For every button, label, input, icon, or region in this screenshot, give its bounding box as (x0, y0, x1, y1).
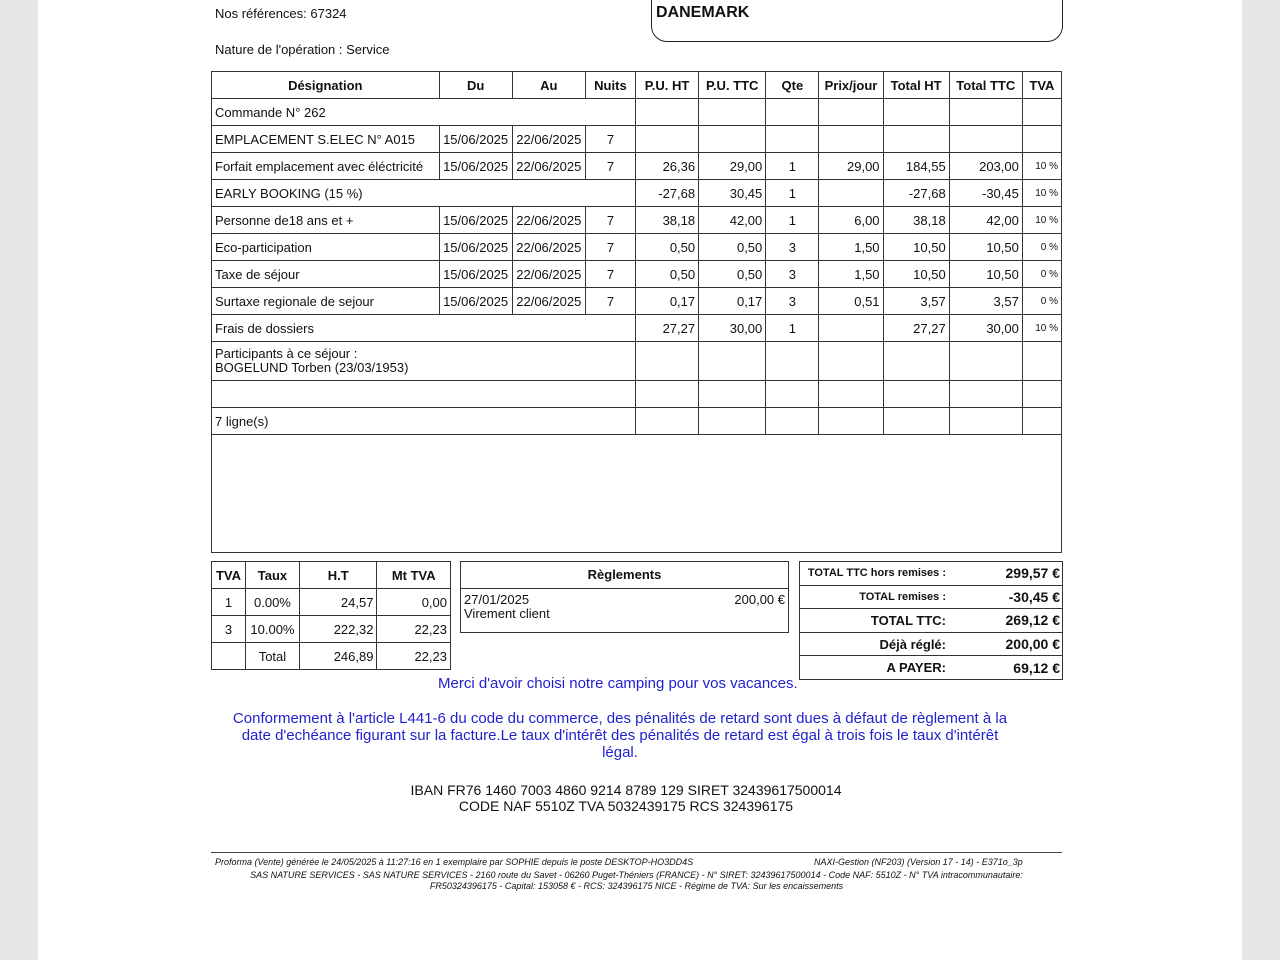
tva-col-ht: H.T (299, 562, 377, 589)
cell-prix-jour (819, 180, 883, 207)
legal-line: légal. (602, 744, 638, 761)
cell-pu-ht (635, 99, 698, 126)
cell-pu-ttc: 0,50 (699, 234, 766, 261)
participants-cell (212, 342, 636, 381)
bank-line: IBAN FR76 1460 7003 4860 9214 8789 129 SIRET 32439617500014 (410, 782, 842, 798)
cell-pu-ttc: 0,50 (699, 261, 766, 288)
cell-prix-jour (819, 99, 883, 126)
cell-total-ttc: 3,57 (949, 288, 1022, 315)
cell-au: 22/06/2025 (512, 153, 585, 180)
table-row (212, 207, 1062, 234)
bank-line: CODE NAF 5510Z TVA 5032439175 RCS 324396175 (458, 798, 794, 814)
total-ttc-row (800, 609, 1062, 633)
tva-amount: 22,23 (377, 616, 451, 643)
reglement-date: 27/01/2025 (464, 592, 530, 607)
col-total-ttc: Total TTC (949, 72, 1022, 99)
cell-designation: Personne de18 ans et + (212, 207, 440, 234)
cell-nuits: 7 (585, 126, 635, 153)
col-au: Au (512, 72, 585, 99)
cell-pu-ht: -27,68 (635, 180, 698, 207)
tva-col-tva: TVA (212, 562, 246, 589)
col-qte: Qte (766, 72, 819, 99)
cell-du: 15/06/2025 (439, 153, 512, 180)
operation-nature: Nature de l'opération : Service (215, 42, 390, 57)
cell-pu-ttc: 30,45 (699, 180, 766, 207)
cell-du: 15/06/2025 (439, 261, 512, 288)
cell-nuits: 7 (585, 234, 635, 261)
cell-total-ht: -27,68 (883, 180, 949, 207)
footer-right: NAXI-Gestion (NF203) (Version 17 - 14) - E371o_3p (814, 857, 1023, 867)
cell-designation: Taxe de séjour (212, 261, 440, 288)
col-prix-jour: Prix/jour (819, 72, 883, 99)
footer-left: Proforma (Vente) générée le 24/05/2025 à 11:27:16 en 1 exemplaire par SOPHIE depuis le poste DESKTOP-HO3DD4S (215, 857, 694, 867)
cell-tva: 0 % (1022, 261, 1061, 288)
cell-pu-ht: 26,36 (635, 153, 698, 180)
footer-company: SAS NATURE SERVICES - SAS NATURE SERVICES - 2160 route du Savet - 06260 Puget-Théniers (FRANCE) - N° SIRET: 32439617500014 - Code NAF: 5510Z - N° TVA intracommunautaire: (250, 870, 1023, 880)
cell-tva: 10 % (1022, 180, 1061, 207)
cell-total-ttc: 203,00 (949, 153, 1022, 180)
tva-code: 1 (212, 589, 246, 616)
lines-count: 7 ligne(s) (212, 408, 636, 435)
cell-total-ht: 10,50 (883, 234, 949, 261)
reglement-amount: 200,00 € (734, 592, 785, 607)
a-payer-row (800, 656, 1062, 679)
participants-title: Participants à ce séjour : (215, 346, 358, 361)
cell-designation: Eco-participation (212, 234, 440, 261)
col-pu-ttc: P.U. TTC (699, 72, 766, 99)
table-row (212, 180, 1062, 207)
total-label: A PAYER: (886, 660, 946, 676)
cell-total-ht: 27,27 (883, 315, 949, 342)
empty-row (212, 381, 1062, 408)
cell-prix-jour: 0,51 (819, 288, 883, 315)
tva-total-label: Total (245, 643, 299, 670)
cell-pu-ttc: 42,00 (699, 207, 766, 234)
cell-pu-ht: 27,27 (635, 315, 698, 342)
table-row (212, 99, 1062, 126)
cell-qte: 3 (766, 288, 819, 315)
cell-du: 15/06/2025 (439, 207, 512, 234)
cell-tva (1022, 126, 1061, 153)
cell-pu-ht: 0,50 (635, 234, 698, 261)
thanks-message: Merci d'avoir choisi notre camping pour vos vacances. (438, 675, 798, 692)
total-label: TOTAL TTC: (870, 612, 946, 628)
address-country: DANEMARK (656, 4, 750, 21)
col-designation: Désignation (212, 72, 440, 99)
legal-line: date d'echéance figurant sur la facture.Le taux d'intérêt des pénalités de retard est égal à trois fois le taux d'intérêt (241, 727, 999, 744)
cell-au: 22/06/2025 (512, 126, 585, 153)
cell-du: 15/06/2025 (439, 126, 512, 153)
cell-tva: 0 % (1022, 234, 1061, 261)
cell-tva: 10 % (1022, 207, 1061, 234)
cell-pu-ht: 38,18 (635, 207, 698, 234)
cell-total-ttc (949, 126, 1022, 153)
col-tva: TVA (1022, 72, 1061, 99)
cell-nuits: 7 (585, 207, 635, 234)
tva-total-row (212, 643, 451, 670)
cell-designation: Forfait emplacement avec éléctricité (212, 153, 440, 180)
cell-tva (1022, 99, 1061, 126)
cell-total-ttc: 10,50 (949, 261, 1022, 288)
legal-line: Conformement à l'article L441-6 du code du commerce, des pénalités de retard sont dues à défaut de règlement à la (232, 710, 1008, 727)
cell-designation: EARLY BOOKING (15 %) (212, 180, 636, 207)
table-row (212, 261, 1062, 288)
total-value: -30,45 € (1008, 588, 1060, 605)
cell-tva: 10 % (1022, 153, 1061, 180)
tva-ht: 222,32 (299, 616, 377, 643)
col-pu-ht: P.U. HT (635, 72, 698, 99)
cell-qte: 1 (766, 207, 819, 234)
cell-qte: 3 (766, 261, 819, 288)
tva-rate: 10.00% (245, 616, 299, 643)
table-header (212, 72, 1062, 99)
cell-total-ht (883, 99, 949, 126)
cell-pu-ht (635, 126, 698, 153)
cell-total-ht: 38,18 (883, 207, 949, 234)
cell-pu-ttc (699, 99, 766, 126)
reglements-box (460, 561, 789, 633)
cell-au: 22/06/2025 (512, 288, 585, 315)
cell-qte: 3 (766, 234, 819, 261)
tva-row (212, 616, 451, 643)
references: Nos références: 67324 (215, 6, 347, 21)
table-row (212, 234, 1062, 261)
footer-divider (211, 852, 1062, 853)
cell-designation: EMPLACEMENT S.ELEC N° A015 (212, 126, 440, 153)
tva-ht: 24,57 (299, 589, 377, 616)
cell-prix-jour (819, 126, 883, 153)
table-row (212, 288, 1062, 315)
cell-total-ht: 3,57 (883, 288, 949, 315)
table-row (212, 126, 1062, 153)
cell-au: 22/06/2025 (512, 234, 585, 261)
total-label: Déjà réglé: (879, 636, 946, 652)
cell-prix-jour: 6,00 (819, 207, 883, 234)
tva-header (212, 562, 451, 589)
cell-qte: 1 (766, 180, 819, 207)
cell-qte: 1 (766, 315, 819, 342)
cell-total-ttc: 42,00 (949, 207, 1022, 234)
cell-total-ht: 10,50 (883, 261, 949, 288)
cell-designation: Surtaxe regionale de sejour (212, 288, 440, 315)
tva-col-taux: Taux (245, 562, 299, 589)
table-row (212, 315, 1062, 342)
cell-au: 22/06/2025 (512, 207, 585, 234)
cell-nuits: 7 (585, 153, 635, 180)
cell-tva: 0 % (1022, 288, 1061, 315)
tva-col-mt: Mt TVA (377, 562, 451, 589)
table-row (212, 153, 1062, 180)
cell-total-ttc: 30,00 (949, 315, 1022, 342)
total-value: 200,00 € (1005, 636, 1060, 653)
total-label: TOTAL TTC hors remises : (807, 567, 946, 580)
cell-prix-jour: 29,00 (819, 153, 883, 180)
deja-regle-row (800, 633, 1062, 657)
cell-pu-ttc: 0,17 (699, 288, 766, 315)
tva-summary-table (211, 561, 451, 670)
col-nuits: Nuits (585, 72, 635, 99)
total-value: 269,12 € (1005, 612, 1060, 629)
cell-qte: 1 (766, 153, 819, 180)
cell-au: 22/06/2025 (512, 261, 585, 288)
tva-amount: 0,00 (377, 589, 451, 616)
tva-row (212, 589, 451, 616)
cell-prix-jour: 1,50 (819, 261, 883, 288)
total-value: 69,12 € (1013, 659, 1060, 676)
cell-designation: Frais de dossiers (212, 315, 636, 342)
reglement-entry (461, 589, 788, 625)
totals-box (799, 561, 1063, 680)
cell-nuits: 7 (585, 288, 635, 315)
participants-name: BOGELUND Torben (23/03/1953) (215, 360, 409, 375)
tva-total-ht: 246,89 (299, 643, 377, 670)
bank-info (300, 782, 952, 814)
cell-qte (766, 126, 819, 153)
reglements-title: Règlements (461, 562, 788, 589)
tva-code (212, 643, 246, 670)
cell-nuits: 7 (585, 261, 635, 288)
cell-total-ht (883, 126, 949, 153)
total-value: 299,57 € (1005, 565, 1060, 582)
cell-prix-jour: 1,50 (819, 234, 883, 261)
cell-total-ht: 184,55 (883, 153, 949, 180)
invoice-lines-table (211, 71, 1062, 435)
tva-rate: 0.00% (245, 589, 299, 616)
total-ttc-hors-remises-row (800, 562, 1062, 586)
col-total-ht: Total HT (883, 72, 949, 99)
cell-total-ttc (949, 99, 1022, 126)
total-label: TOTAL remises : (859, 590, 946, 603)
tva-total-amount: 22,23 (377, 643, 451, 670)
footer-capital: FR50324396175 - Capital: 153058 € - RCS: 324396175 NICE - Régime de TVA: Sur les encaissements (429, 881, 844, 891)
cell-pu-ttc (699, 126, 766, 153)
col-du: Du (439, 72, 512, 99)
cell-prix-jour (819, 315, 883, 342)
tva-code: 3 (212, 616, 246, 643)
cell-tva: 10 % (1022, 315, 1061, 342)
cell-du: 15/06/2025 (439, 288, 512, 315)
address-box (651, 0, 1063, 42)
cell-total-ttc: 10,50 (949, 234, 1022, 261)
lines-count-row (212, 408, 1062, 435)
cell-pu-ht: 0,17 (635, 288, 698, 315)
cell-designation: Commande N° 262 (212, 99, 636, 126)
reglement-method: Virement client (464, 606, 550, 621)
total-remises-row (800, 586, 1062, 610)
cell-qte (766, 99, 819, 126)
legal-notice (200, 710, 1040, 761)
participants-row (212, 342, 1062, 381)
cell-du: 15/06/2025 (439, 234, 512, 261)
cell-pu-ttc: 29,00 (699, 153, 766, 180)
cell-pu-ht: 0,50 (635, 261, 698, 288)
cell-pu-ttc: 30,00 (699, 315, 766, 342)
cell-total-ttc: -30,45 (949, 180, 1022, 207)
